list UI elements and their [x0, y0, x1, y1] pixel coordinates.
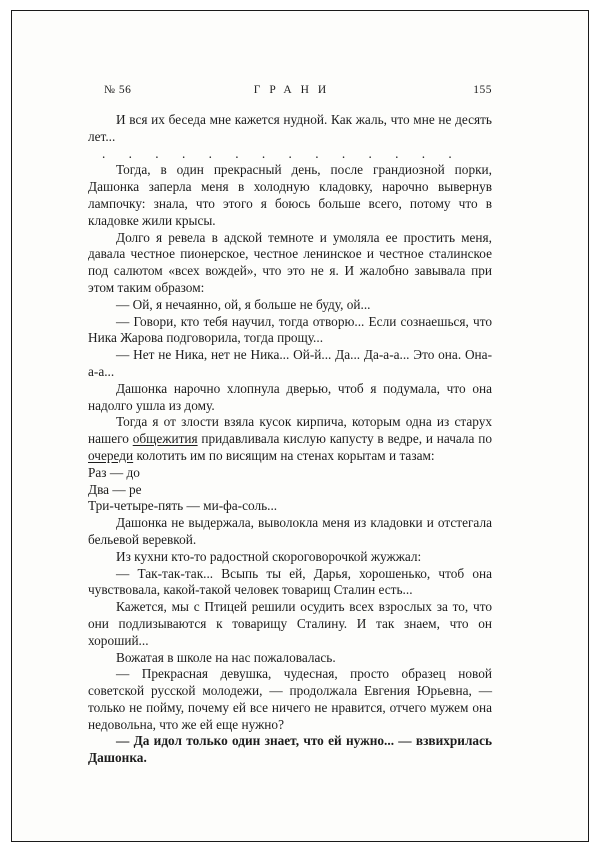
- paragraph: — Так-так-так... Всыпь ты ей, Дарья, хорошенько, чтоб она чувствовала, какой-такой человек товарищ Сталин есть...: [88, 565, 492, 598]
- page-header: [88, 84, 492, 100]
- paragraph: Дашонка не выдержала, выволокла меня из кладовки и отстегала бельевой веревкой.: [88, 515, 492, 547]
- omission-dots: . . . . . . . . . . . . . .: [102, 145, 452, 161]
- paragraph: Дашонка нарочно хлопнула дверью, чтоб я подумала, что она надолго ушла из дому.: [88, 380, 492, 413]
- paragraph: — Нет не Ника, нет не Ника... Ой-й... Да... Да-а-а... Это она. Она-а-а...: [88, 347, 492, 379]
- paragraph: Три-четыре-пять — ми-фа-соль...: [88, 498, 278, 514]
- paragraph: Тогда я от злости взяла кусок кирпича, которым одна из старух нашего общежития придавливала кислую капусту в ведре, и начала по очереди колотить им по висящим на стенах корытам и тазам:: [88, 414, 492, 463]
- paragraph: — Да идол только один знает, что ей нужно... — взвихрилась Дашонка.: [88, 733, 492, 766]
- paragraph: — Ой, я нечаянно, ой, я больше не буду, ой...: [116, 296, 371, 312]
- paragraph: — Прекрасная девушка, чудесная, просто образец новой советской русской молодежи, — продолжала Евгения Юрьевна, — только не пойму, почему ей все ничего не нравится, отчего мужем она недовольна, что же ей еще нужно?: [88, 666, 492, 732]
- paragraph: Два — ре: [88, 481, 142, 497]
- issue-number: № 56: [104, 84, 132, 96]
- journal-title: ГРАНИ: [253, 84, 336, 96]
- body-text: [88, 112, 492, 767]
- paragraph: И вся их беседа мне кажется нудной. Как жаль, что мне не десять лет...: [88, 112, 492, 144]
- paragraph: Долго я ревела в адской темноте и умоляла ее простить меня, давала честное пионерское, честное ленинское и честное сталинское под салютом «всех вождей», что это не я. И жалобно завывала при этом таким образом:: [88, 229, 492, 295]
- paragraph: Раз — до: [88, 464, 140, 480]
- page-number: 155: [473, 84, 492, 96]
- paragraph: Вожатая в школе на нас пожаловалась.: [116, 649, 336, 665]
- paragraph: Тогда, в один прекрасный день, после грандиозной порки, Дашонка заперла меня в холодную кладовку, нарочно вывернув лампочку: знала, что этого я боюсь больше всего, потому что в кладовке жили крысы.: [88, 162, 492, 228]
- paragraph: Кажется, мы с Птицей решили осудить всех взрослых за то, что они подлизываются к товарищу Сталину. И так знаем, что он хороший...: [88, 599, 492, 648]
- paragraph: Из кухни кто-то радостной скороговорочкой жужжал:: [116, 548, 422, 564]
- paragraph: — Говори, кто тебя научил, тогда отворю... Если сознаешься, что Ника Жарова подговорила, тогда прощу...: [88, 313, 492, 346]
